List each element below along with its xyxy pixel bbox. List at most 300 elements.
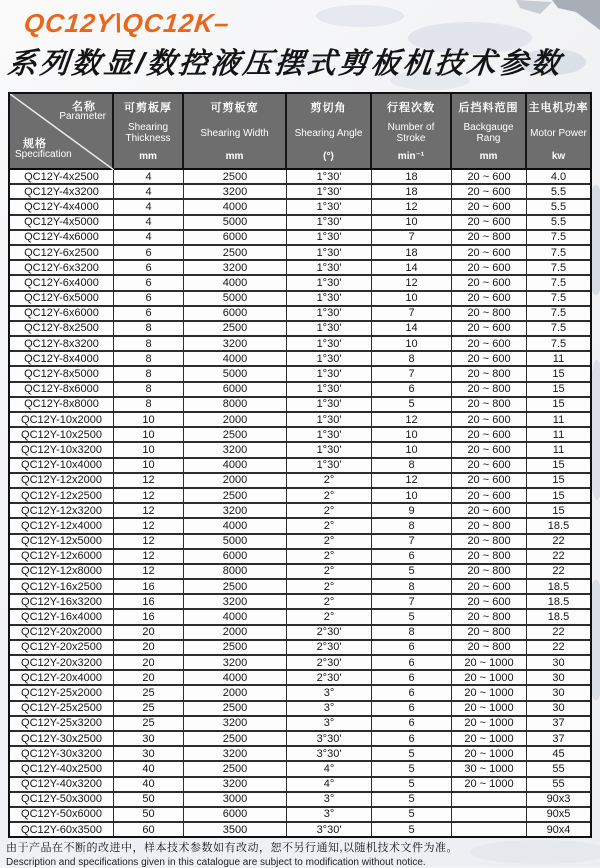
cell-model: QC12Y-20x2500	[10, 641, 114, 654]
cell-thickness: 6	[114, 276, 184, 289]
cell-thickness: 50	[114, 793, 184, 806]
cell-thickness: 40	[114, 778, 184, 791]
corner-label-parameter-en: Parameter	[59, 111, 106, 122]
cell-thickness: 20	[114, 656, 184, 669]
cell-strokes: 5	[372, 793, 452, 806]
header-zh-label: 可剪板厚	[124, 102, 172, 114]
cell-width: 3200	[184, 778, 287, 791]
table-row	[10, 717, 590, 732]
header-zh-label: 行程次数	[387, 102, 435, 114]
cell-thickness: 40	[114, 762, 184, 775]
cell-backgauge: 20 ~ 600	[452, 413, 527, 426]
cell-width: 2000	[184, 686, 287, 699]
series-subtitle: 系列数显/数控液压摆式剪板机技术参数	[6, 48, 565, 80]
cell-power: 4.0	[550, 170, 567, 183]
cell-strokes: 18	[372, 170, 452, 183]
cell-thickness: 4	[114, 231, 184, 244]
cell-thickness: 25	[114, 686, 184, 699]
cell-thickness: 12	[114, 565, 184, 578]
cell-width: 4000	[184, 200, 287, 213]
cell-strokes: 8	[372, 519, 452, 532]
cell-thickness: 25	[114, 702, 184, 715]
cell-backgauge: 20 ~ 1000	[452, 778, 527, 791]
cell-strokes: 8	[372, 626, 452, 639]
cell-angle: 1°30'	[287, 367, 372, 380]
cell-width: 6000	[184, 808, 287, 821]
table-row	[10, 732, 590, 747]
cell-power: 55	[552, 762, 565, 775]
cell-angle: 3°30'	[287, 823, 372, 836]
cell-backgauge: 20 ~ 600	[452, 337, 527, 350]
table-row	[10, 185, 590, 200]
cell-backgauge	[452, 808, 527, 821]
cell-model: QC12Y-10x2000	[10, 413, 114, 426]
cell-power: 30	[552, 702, 565, 715]
cell-strokes: 9	[372, 504, 452, 517]
cell-thickness: 50	[114, 808, 184, 821]
cell-power: 22	[552, 626, 565, 639]
cell-backgauge: 20 ~ 800	[452, 307, 527, 320]
cell-power: 7.5	[550, 337, 567, 350]
cell-strokes: 12	[372, 200, 452, 213]
cell-model: QC12Y-40x3200	[10, 778, 114, 791]
cell-angle: 4°	[287, 762, 372, 775]
header-unit-label: kw	[551, 151, 566, 162]
cell-strokes: 14	[372, 261, 452, 274]
cell-power: 55	[552, 778, 565, 791]
cell-width: 6000	[184, 307, 287, 320]
cell-model: QC12Y-12x2500	[10, 489, 114, 502]
cell-backgauge: 20 ~ 800	[452, 535, 527, 548]
cell-strokes: 14	[372, 322, 452, 335]
cell-model: QC12Y-50x6000	[10, 808, 114, 821]
cell-strokes: 5	[372, 565, 452, 578]
cell-power: 15	[552, 368, 565, 381]
cell-width: 4000	[184, 519, 287, 532]
cell-strokes: 6	[372, 671, 452, 684]
cell-model: QC12Y-6x5000	[10, 292, 114, 305]
cell-width: 2000	[184, 626, 287, 639]
cell-model: QC12Y-8x5000	[10, 367, 114, 380]
cell-width: 6000	[184, 383, 287, 396]
table-row	[10, 535, 590, 550]
cell-width: 6000	[184, 550, 287, 563]
cell-backgauge: 20 ~ 1000	[452, 686, 527, 699]
cell-backgauge: 20 ~ 600	[452, 474, 527, 487]
cell-power: 15	[552, 489, 565, 502]
cell-strokes: 5	[372, 762, 452, 775]
cell-angle: 1°30'	[287, 276, 372, 289]
cell-model: QC12Y-4x5000	[10, 216, 114, 229]
cell-width: 2500	[184, 322, 287, 335]
cell-strokes: 12	[372, 276, 452, 289]
cell-angle: 3°30'	[287, 732, 372, 745]
cell-model: QC12Y-30x2500	[10, 732, 114, 745]
cell-angle: 2°	[287, 595, 372, 608]
cell-model: QC12Y-40x2500	[10, 762, 114, 775]
table-row	[10, 778, 590, 793]
cell-model: QC12Y-4x4000	[10, 200, 114, 213]
table-row	[10, 823, 590, 836]
table-row	[10, 276, 590, 291]
table-row	[10, 398, 590, 413]
cell-strokes: 6	[372, 686, 452, 699]
cell-backgauge: 20 ~ 1000	[452, 671, 527, 684]
cell-thickness: 8	[114, 398, 184, 411]
cell-backgauge: 20 ~ 800	[452, 610, 527, 623]
cell-backgauge: 20 ~ 600	[452, 322, 527, 335]
cell-backgauge: 20 ~ 600	[452, 595, 527, 608]
cell-width: 3200	[184, 261, 287, 274]
cell-power: 11	[552, 428, 565, 441]
cell-width: 6000	[184, 231, 287, 244]
cell-power: 7.5	[550, 261, 567, 274]
cell-angle: 3°	[287, 686, 372, 699]
cell-strokes: 10	[372, 292, 452, 305]
cell-angle: 1°30'	[287, 428, 372, 441]
table-row	[10, 504, 590, 519]
table-row	[10, 641, 590, 656]
header-zh-label: 剪切角	[310, 102, 347, 114]
cell-power: 11	[552, 413, 565, 426]
cell-thickness: 60	[114, 823, 184, 836]
cell-model: QC12Y-60x3500	[10, 823, 114, 836]
cell-strokes: 12	[372, 413, 452, 426]
cell-width: 5000	[184, 535, 287, 548]
cell-strokes: 6	[372, 717, 452, 730]
cell-model: QC12Y-12x8000	[10, 565, 114, 578]
cell-strokes: 12	[372, 474, 452, 487]
cell-model: QC12Y-8x4000	[10, 352, 114, 365]
cell-thickness: 25	[114, 717, 184, 730]
cell-power: 7.5	[550, 307, 567, 320]
cell-power: 15	[552, 504, 565, 517]
cell-power: 7.5	[550, 276, 567, 289]
table-row	[10, 322, 590, 337]
table-row	[10, 292, 590, 307]
cell-backgauge: 20 ~ 1000	[452, 717, 527, 730]
cell-backgauge: 20 ~ 1000	[452, 656, 527, 669]
cell-power: 7.5	[550, 292, 567, 305]
cell-angle: 1°30'	[287, 216, 372, 229]
cell-angle: 2°30'	[287, 656, 372, 669]
table-row	[10, 170, 590, 185]
cell-power: 45	[552, 747, 565, 760]
cell-strokes: 5	[372, 823, 452, 836]
header-shearing-thickness	[114, 94, 184, 168]
cell-power: 22	[552, 550, 565, 563]
cell-model: QC12Y-25x3200	[10, 717, 114, 730]
cell-power: 7.5	[550, 231, 567, 244]
cell-model: QC12Y-6x4000	[10, 276, 114, 289]
cell-width: 4000	[184, 671, 287, 684]
table-row	[10, 489, 590, 504]
cell-angle: 3°	[287, 808, 372, 821]
cell-power: 22	[552, 565, 565, 578]
cell-angle: 1°30'	[287, 246, 372, 259]
cell-model: QC12Y-8x2500	[10, 322, 114, 335]
header-motor-power	[527, 94, 590, 168]
cell-width: 4000	[184, 276, 287, 289]
cell-strokes: 10	[372, 216, 452, 229]
header-unit-label: (°)	[323, 151, 334, 162]
cell-angle: 2°30'	[287, 626, 372, 639]
cell-width: 8000	[184, 565, 287, 578]
table-row	[10, 519, 590, 534]
cell-strokes: 6	[372, 732, 452, 745]
corner-label-specification-zh: 规格	[23, 138, 47, 150]
cell-angle: 2°	[287, 504, 372, 517]
cell-thickness: 6	[114, 307, 184, 320]
cell-angle: 1°30'	[287, 413, 372, 426]
cell-thickness: 4	[114, 170, 184, 183]
cell-strokes: 8	[372, 580, 452, 593]
cell-thickness: 12	[114, 474, 184, 487]
cell-model: QC12Y-30x3200	[10, 747, 114, 760]
table-row	[10, 352, 590, 367]
header-zh-label: 主电机功率	[528, 102, 589, 114]
header-shearing-angle	[287, 94, 372, 168]
cell-angle: 2°	[287, 489, 372, 502]
cell-thickness: 6	[114, 261, 184, 274]
cell-backgauge	[452, 793, 527, 806]
cell-strokes: 6	[372, 656, 452, 669]
table-row	[10, 580, 590, 595]
cell-backgauge: 20 ~ 600	[452, 185, 527, 198]
header-en-label: Number of Stroke	[387, 122, 435, 144]
cell-power: 22	[552, 535, 565, 548]
cell-angle: 1°30'	[287, 200, 372, 213]
table-row	[10, 656, 590, 671]
cell-backgauge: 20 ~ 800	[452, 398, 527, 411]
cell-model: QC12Y-4x2500	[10, 170, 114, 183]
cell-model: QC12Y-6x3200	[10, 261, 114, 274]
footer-note-en: Description and specifications given in this catalogue are subject to modification without notice.	[6, 857, 426, 868]
cell-power: 22	[552, 641, 565, 654]
cell-angle: 3°	[287, 702, 372, 715]
cell-power: 7.5	[550, 246, 567, 259]
cell-width: 3200	[184, 185, 287, 198]
table-row	[10, 428, 590, 443]
table-row	[10, 337, 590, 352]
cell-width: 4000	[184, 610, 287, 623]
table-body	[10, 170, 590, 836]
cell-strokes: 10	[372, 489, 452, 502]
cell-power: 15	[552, 459, 565, 472]
cell-width: 2500	[184, 170, 287, 183]
cell-angle: 1°30'	[287, 170, 372, 183]
cell-model: QC12Y-16x2500	[10, 580, 114, 593]
cell-thickness: 20	[114, 626, 184, 639]
cell-strokes: 7	[372, 595, 452, 608]
cell-angle: 1°30'	[287, 337, 372, 350]
cell-angle: 2°	[287, 519, 372, 532]
cell-angle: 1°30'	[287, 307, 372, 320]
header-en-label: Shearing Angle	[294, 127, 363, 139]
cell-width: 3200	[184, 717, 287, 730]
cell-model: QC12Y-20x3200	[10, 656, 114, 669]
table-row	[10, 367, 590, 382]
cell-model: QC12Y-16x4000	[10, 610, 114, 623]
corner-label-specification-en: Specification	[15, 149, 72, 160]
cell-angle: 2°30'	[287, 671, 372, 684]
cell-width: 3200	[184, 747, 287, 760]
cell-model: QC12Y-8x6000	[10, 383, 114, 396]
cell-thickness: 20	[114, 671, 184, 684]
cell-thickness: 10	[114, 443, 184, 456]
table-row	[10, 474, 590, 489]
cell-angle: 3°	[287, 793, 372, 806]
table-row	[10, 595, 590, 610]
cell-power: 5.5	[550, 216, 567, 229]
header-zh-label: 后挡料范围	[458, 102, 519, 114]
table-row	[10, 610, 590, 625]
cell-backgauge: 20 ~ 1000	[452, 732, 527, 745]
cell-width: 2500	[184, 702, 287, 715]
header-en-label: Shearing Width	[200, 127, 269, 139]
cell-model: QC12Y-4x3200	[10, 185, 114, 198]
table-row	[10, 307, 590, 322]
table-row	[10, 793, 590, 808]
table-row	[10, 747, 590, 762]
cell-model: QC12Y-12x4000	[10, 519, 114, 532]
cell-power: 15	[552, 474, 565, 487]
header-unit-label: mm	[225, 151, 244, 162]
cell-angle: 2°	[287, 535, 372, 548]
cell-strokes: 6	[372, 702, 452, 715]
footer-note-zh: 由于产品在不断的改进中，样本技术参数如有改动，恕不另行通知,以随机技术文件为准。	[6, 842, 459, 854]
cell-backgauge: 20 ~ 800	[452, 519, 527, 532]
cell-strokes: 5	[372, 747, 452, 760]
cell-backgauge: 20 ~ 1000	[452, 747, 527, 760]
cell-angle: 1°30'	[287, 292, 372, 305]
cell-width: 4000	[184, 352, 287, 365]
cell-width: 3500	[184, 823, 287, 836]
cell-width: 3200	[184, 656, 287, 669]
cell-backgauge: 20 ~ 800	[452, 231, 527, 244]
table-row	[10, 686, 590, 701]
cell-angle: 1°30'	[287, 261, 372, 274]
cell-power: 18.5	[547, 595, 570, 608]
cell-strokes: 5	[372, 398, 452, 411]
cell-thickness: 8	[114, 352, 184, 365]
header-number-of-stroke	[372, 94, 452, 168]
cell-strokes: 10	[372, 337, 452, 350]
table-row	[10, 762, 590, 777]
cell-angle: 2°	[287, 610, 372, 623]
cell-model: QC12Y-20x2000	[10, 626, 114, 639]
cell-power: 7.5	[550, 322, 567, 335]
cell-strokes: 7	[372, 231, 452, 244]
cell-width: 3200	[184, 504, 287, 517]
cell-thickness: 16	[114, 610, 184, 623]
cell-width: 5000	[184, 216, 287, 229]
cell-width: 2500	[184, 762, 287, 775]
cell-thickness: 10	[114, 413, 184, 426]
table-row	[10, 200, 590, 215]
cell-strokes: 8	[372, 459, 452, 472]
corner-header-cell	[10, 94, 114, 168]
cell-thickness: 30	[114, 732, 184, 745]
cell-angle: 1°30'	[287, 352, 372, 365]
cell-strokes: 7	[372, 307, 452, 320]
cell-power: 30	[552, 686, 565, 699]
cell-width: 3200	[184, 337, 287, 350]
cell-strokes: 5	[372, 610, 452, 623]
cell-width: 2000	[184, 413, 287, 426]
table-row	[10, 261, 590, 276]
cell-thickness: 30	[114, 747, 184, 760]
cell-angle: 1°30'	[287, 383, 372, 396]
cell-strokes: 6	[372, 550, 452, 563]
cell-strokes: 10	[372, 443, 452, 456]
cell-power: 30	[552, 671, 565, 684]
cell-model: QC12Y-50x3000	[10, 793, 114, 806]
cell-angle: 2°	[287, 474, 372, 487]
header-unit-label: min⁻¹	[397, 151, 425, 162]
cell-model: QC12Y-10x2500	[10, 428, 114, 441]
cell-model: QC12Y-10x4000	[10, 459, 114, 472]
cell-model: QC12Y-10x3200	[10, 443, 114, 456]
cell-power: 18.5	[547, 580, 570, 593]
table-row	[10, 246, 590, 261]
footer-note	[6, 839, 458, 868]
cell-backgauge: 20 ~ 800	[452, 626, 527, 639]
table-row	[10, 626, 590, 641]
cell-thickness: 4	[114, 200, 184, 213]
cell-power: 15	[552, 398, 565, 411]
cell-power: 5.5	[550, 185, 567, 198]
table-row	[10, 702, 590, 717]
header-backgauge-range	[452, 94, 527, 168]
cell-thickness: 8	[114, 367, 184, 380]
cell-model: QC12Y-25x2000	[10, 686, 114, 699]
cell-power: 15	[552, 383, 565, 396]
header-zh-label: 可剪板宽	[210, 102, 259, 114]
header-en-label: Motor Power	[530, 127, 587, 139]
cell-power: 90x4	[546, 823, 571, 836]
cell-thickness: 20	[114, 641, 184, 654]
cell-backgauge: 20 ~ 800	[452, 550, 527, 563]
cell-thickness: 12	[114, 535, 184, 548]
cell-thickness: 10	[114, 428, 184, 441]
cell-strokes: 8	[372, 352, 452, 365]
cell-width: 3000	[184, 793, 287, 806]
table-row	[10, 550, 590, 565]
cell-backgauge: 20 ~ 600	[452, 580, 527, 593]
cell-strokes: 6	[372, 641, 452, 654]
table-row	[10, 216, 590, 231]
cell-angle: 1°30'	[287, 185, 372, 198]
cell-backgauge: 20 ~ 600	[452, 489, 527, 502]
cell-width: 3200	[184, 443, 287, 456]
cell-backgauge: 20 ~ 800	[452, 641, 527, 654]
cell-power: 37	[552, 717, 565, 730]
cell-backgauge: 20 ~ 600	[452, 216, 527, 229]
cell-thickness: 8	[114, 383, 184, 396]
cell-backgauge: 30 ~ 1000	[452, 762, 527, 775]
cell-width: 5000	[184, 367, 287, 380]
cell-width: 2500	[184, 732, 287, 745]
cell-power: 11	[552, 443, 565, 456]
cell-strokes: 7	[372, 535, 452, 548]
table-row	[10, 808, 590, 823]
cell-thickness: 16	[114, 595, 184, 608]
cell-model: QC12Y-20x4000	[10, 671, 114, 684]
cell-model: QC12Y-8x3200	[10, 337, 114, 350]
table-row	[10, 459, 590, 474]
cell-thickness: 6	[114, 246, 184, 259]
